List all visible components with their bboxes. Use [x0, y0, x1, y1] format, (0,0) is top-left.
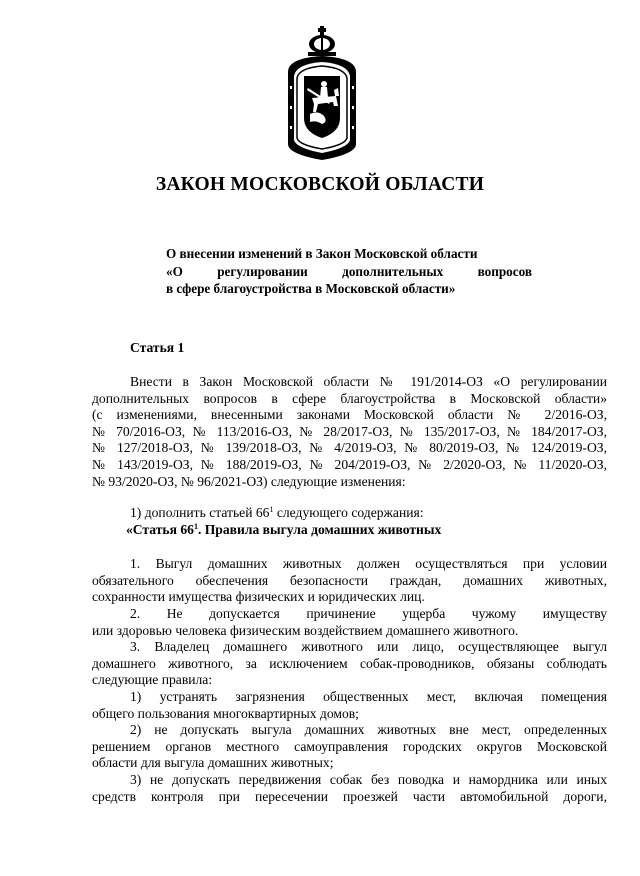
rule-subitem-3	[92, 772, 607, 805]
text-line: области для выгула домашних животных;	[92, 755, 334, 771]
law-subject	[166, 245, 532, 298]
law-title: ЗАКОН МОСКОВСКОЙ ОБЛАСТИ	[155, 174, 485, 195]
text-line: 1) устранять загрязнения общественных мест, включая помещения	[130, 689, 607, 704]
item-text: 1) дополнить статьей 66	[130, 505, 270, 520]
text-line: сохранности имущества физических и юридических лиц.	[92, 589, 425, 605]
text-line: Внести в Закон Московской области № 191/2014-ОЗ «О регулировании	[130, 374, 607, 389]
subject-line: О внесении изменений в Закон Московской области	[166, 246, 478, 261]
rule-subitem-1	[92, 689, 607, 722]
coat-of-arms-emblem	[278, 26, 366, 162]
text-line: № 70/2016-ОЗ, № 113/2016-ОЗ, № 28/2017-ОЗ, № 135/2017-ОЗ, № 184/2017-ОЗ,	[92, 423, 607, 439]
text-line: 2. Не допускается причинение ущерба чужому имуществу	[130, 606, 607, 621]
subject-line: «О регулировании дополнительных вопросов	[166, 263, 532, 279]
text-line: общего пользования многоквартирных домов;	[92, 705, 359, 721]
text-line: дополнительных вопросов в сфере благоустройства в Московской области»	[92, 390, 607, 406]
superscript: 1	[193, 521, 198, 531]
heading-text: . Правила выгула домашних животных	[197, 521, 442, 537]
text-line: обязательного обеспечения безопасности граждан, домашних животных,	[92, 572, 607, 588]
amendment-item	[92, 505, 607, 538]
text-line: № 127/2018-ОЗ, № 139/2018-ОЗ, № 4/2019-ОЗ, № 80/2019-ОЗ, № 124/2019-ОЗ,	[92, 440, 607, 456]
text-line: 3) не допускать передвижения собак без поводка и намордника или иных	[130, 772, 607, 787]
text-line: домашнего животного, за исключением собак-проводников, обязаны соблюдать	[92, 655, 607, 671]
text-line: № 93/2020-ОЗ, № 96/2021-ОЗ) следующие изменения:	[92, 473, 406, 489]
rule-paragraph-3	[92, 639, 607, 689]
text-line: средств контроля при пересечении проезжей части автомобильной дороги,	[92, 788, 607, 804]
text-line: № 143/2019-ОЗ, № 188/2019-ОЗ, № 204/2019-ОЗ, № 2/2020-ОЗ, № 11/2020-ОЗ,	[92, 456, 607, 472]
crown-icon	[308, 26, 336, 56]
text-line: или здоровью человека физическим воздействием домашнего животного.	[92, 622, 519, 638]
text-line: решением органов местного самоуправления городских округов Московской	[92, 738, 607, 754]
intro-paragraph	[92, 374, 607, 490]
text-line: 3. Владелец домашнего животного или лицо, осуществляющее выгул	[130, 639, 607, 654]
superscript: 1	[269, 505, 274, 514]
text-line	[92, 505, 607, 522]
subject-line: в сфере благоустройства в Московской области»	[166, 281, 456, 296]
text-line: 1. Выгул домашних животных должен осуществляться при условии	[130, 556, 607, 571]
text-line: следующие правила:	[92, 672, 213, 688]
item-text: следующего содержания:	[273, 505, 424, 520]
rule-subitem-2	[92, 722, 607, 772]
article-heading: Статья 1	[130, 340, 185, 355]
rule-paragraph-2	[92, 606, 607, 639]
new-article-heading	[92, 522, 607, 539]
text-line: (с изменениями, внесенными законами Московской области № 2/2016-ОЗ,	[92, 407, 607, 423]
rule-paragraph-1	[92, 556, 607, 606]
heading-text: «Статья 66	[126, 521, 194, 537]
text-line: 2) не допускать выгула домашних животных вне мест, определенных	[130, 722, 607, 737]
